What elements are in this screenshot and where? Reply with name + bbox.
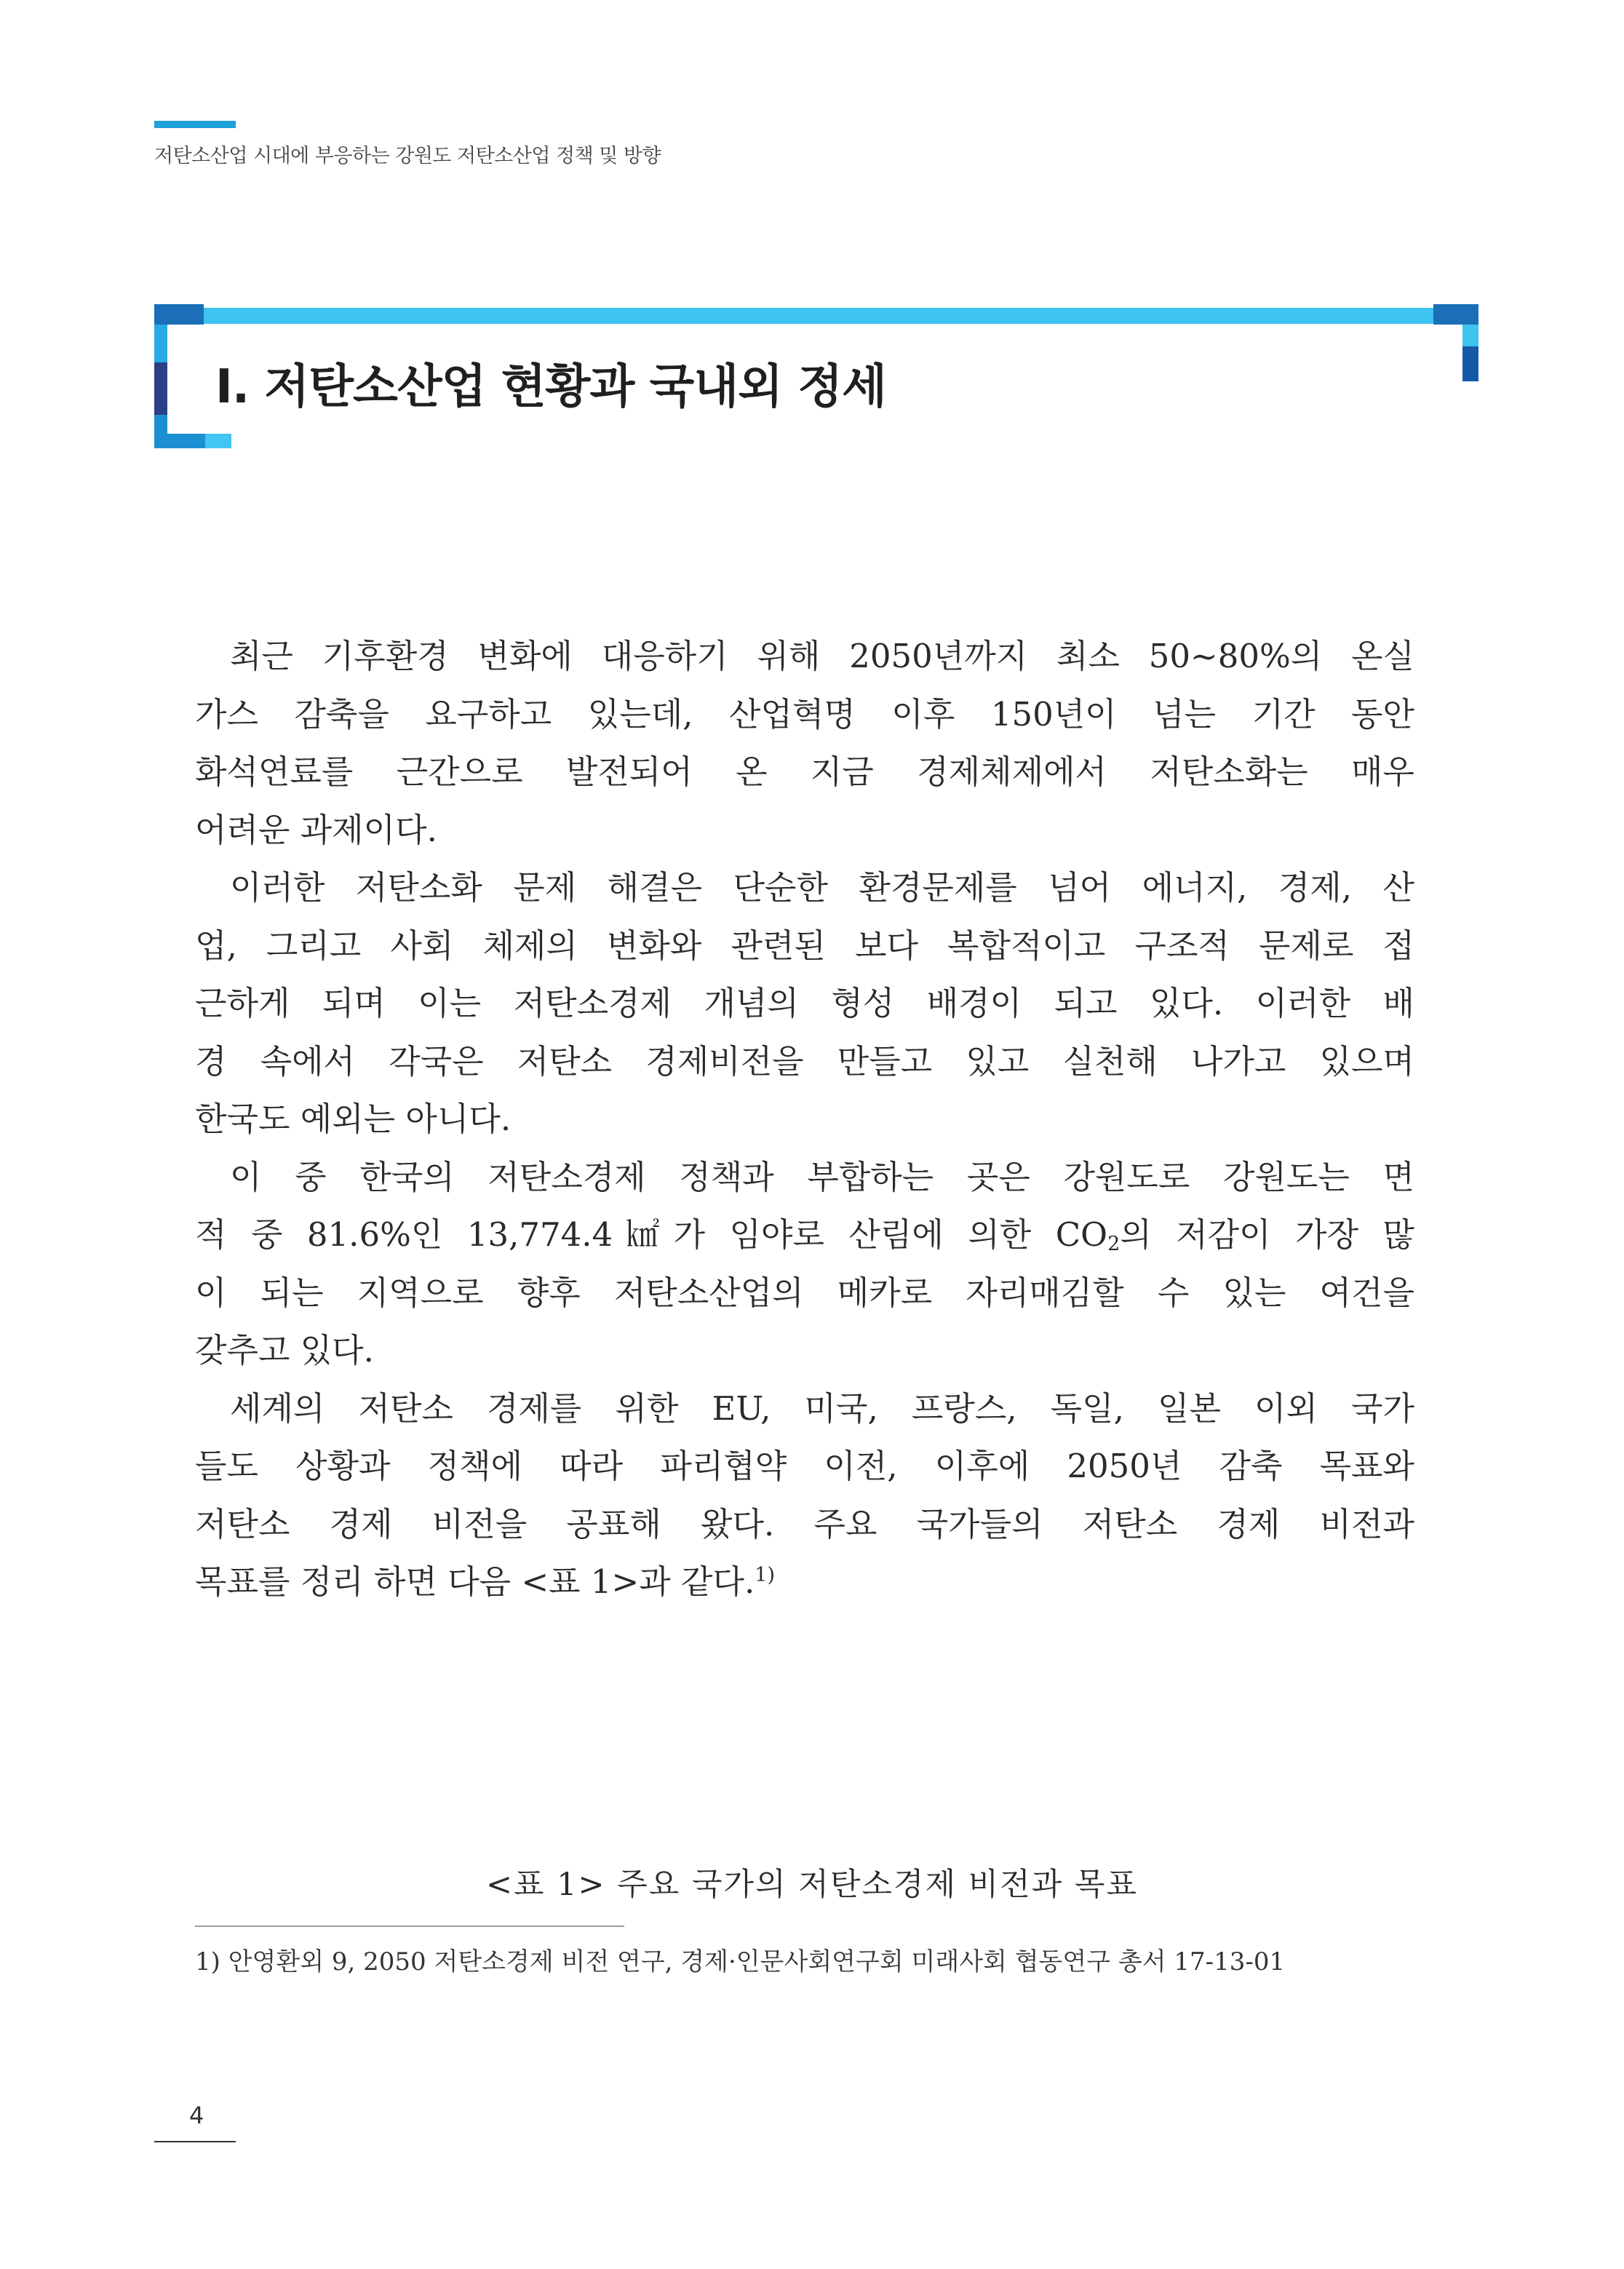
footnote-divider [195, 1926, 624, 1927]
paragraph-3-line [195, 1206, 1414, 1264]
frame-right-bar-upper [1462, 325, 1478, 346]
paragraph-3-line: 갖추고 있다. [195, 1331, 374, 1370]
paragraph-4-line [195, 1553, 1414, 1611]
running-head: 저탄소산업 시대에 부응하는 강원도 저탄소산업 정책 및 방향 [154, 145, 661, 167]
paragraph-4-line: 저탄소 경제 비전을 공표해 왔다. 주요 국가들의 저탄소 경제 비전과 [195, 1504, 1414, 1543]
paragraph-4-line: 들도 상황과 정책에 따라 파리협약 이전, 이후에 2050년 감축 목표와 [195, 1447, 1414, 1485]
frame-corner-top-left [154, 304, 204, 325]
paragraph-1-line: 가스 감축을 요구하고 있는데, 산업혁명 이후 150년이 넘는 기간 동안 [195, 694, 1414, 734]
page-number-rule [154, 2141, 236, 2142]
paragraph-1-line: 최근 기후환경 변화에 대응하기 위해 2050년까지 최소 50~80%의 온실 [230, 637, 1414, 675]
co2-text-pre: 적 중 81.6%인 13,774.4㎢가 임야로 산림에 의한 CO [195, 1215, 1108, 1254]
page-number: 4 [189, 2102, 204, 2129]
paragraph-1-line: 어려운 과제이다. [195, 810, 437, 849]
paragraph-2-line: 근하게 되며 이는 저탄소경제 개념의 형성 배경이 되고 있다. 이러한 배 [195, 984, 1414, 1022]
section-title: Ⅰ. 저탄소산업 현황과 국내외 정세 [215, 360, 886, 414]
frame-corner-bottom-left-tip [205, 434, 231, 448]
co2-subscript: 2 [1107, 1233, 1121, 1255]
table-caption: <표 1> 주요 국가의 저탄소경제 비전과 목표 [485, 1867, 1139, 1903]
frame-top-line [204, 308, 1433, 324]
header-accent-bar [154, 121, 236, 128]
paragraph-4-line: 세계의 저탄소 경제를 위한 EU, 미국, 프랑스, 독일, 일본 이외 국가 [230, 1388, 1414, 1428]
frame-right-bar-lower [1462, 346, 1478, 381]
paragraph-2-line: 이러한 저탄소화 문제 해결은 단순한 환경문제를 넘어 에너지, 경제, 산 [230, 868, 1414, 907]
paragraph-2-line: 경 속에서 각국은 저탄소 경제비전을 만들고 있고 실천해 나가고 있으며 [195, 1041, 1414, 1081]
frame-left-bar-accent [154, 362, 167, 415]
co2-text-post: 의 저감이 가장 많 [1120, 1215, 1414, 1254]
paragraph-3-line: 이 중 한국의 저탄소경제 정책과 부합하는 곳은 강원도로 강원도는 면 [230, 1157, 1414, 1196]
section-heading-frame [154, 304, 1478, 453]
paragraph-2-line: 업, 그리고 사회 체제의 변화와 관련된 보다 복합적이고 구조적 문제로 접 [195, 926, 1414, 965]
paragraph-2-line: 한국도 예외는 아니다. [195, 1100, 512, 1138]
body-text [195, 627, 1414, 1611]
frame-corner-top-right [1433, 304, 1478, 325]
paragraph-1-line: 화석연료를 근간으로 발전되어 온 지금 경제체제에서 저탄소화는 매우 [195, 752, 1414, 791]
paragraph-3-line: 이 되는 지역으로 향후 저탄소산업의 메카로 자리매김할 수 있는 여건을 [195, 1273, 1414, 1312]
footnote-reference[interactable]: 1) [755, 1564, 775, 1586]
footnote: 1) 안영환외 9, 2050 저탄소경제 비전 연구, 경제·인문사회연구회 미래사회 협동연구 총서 17-13-01 [195, 1947, 1286, 1976]
frame-corner-bottom-left [154, 434, 205, 448]
paragraph-4-last-text: 목표를 정리 하면 다음 <표 1>과 같다. [195, 1562, 755, 1601]
